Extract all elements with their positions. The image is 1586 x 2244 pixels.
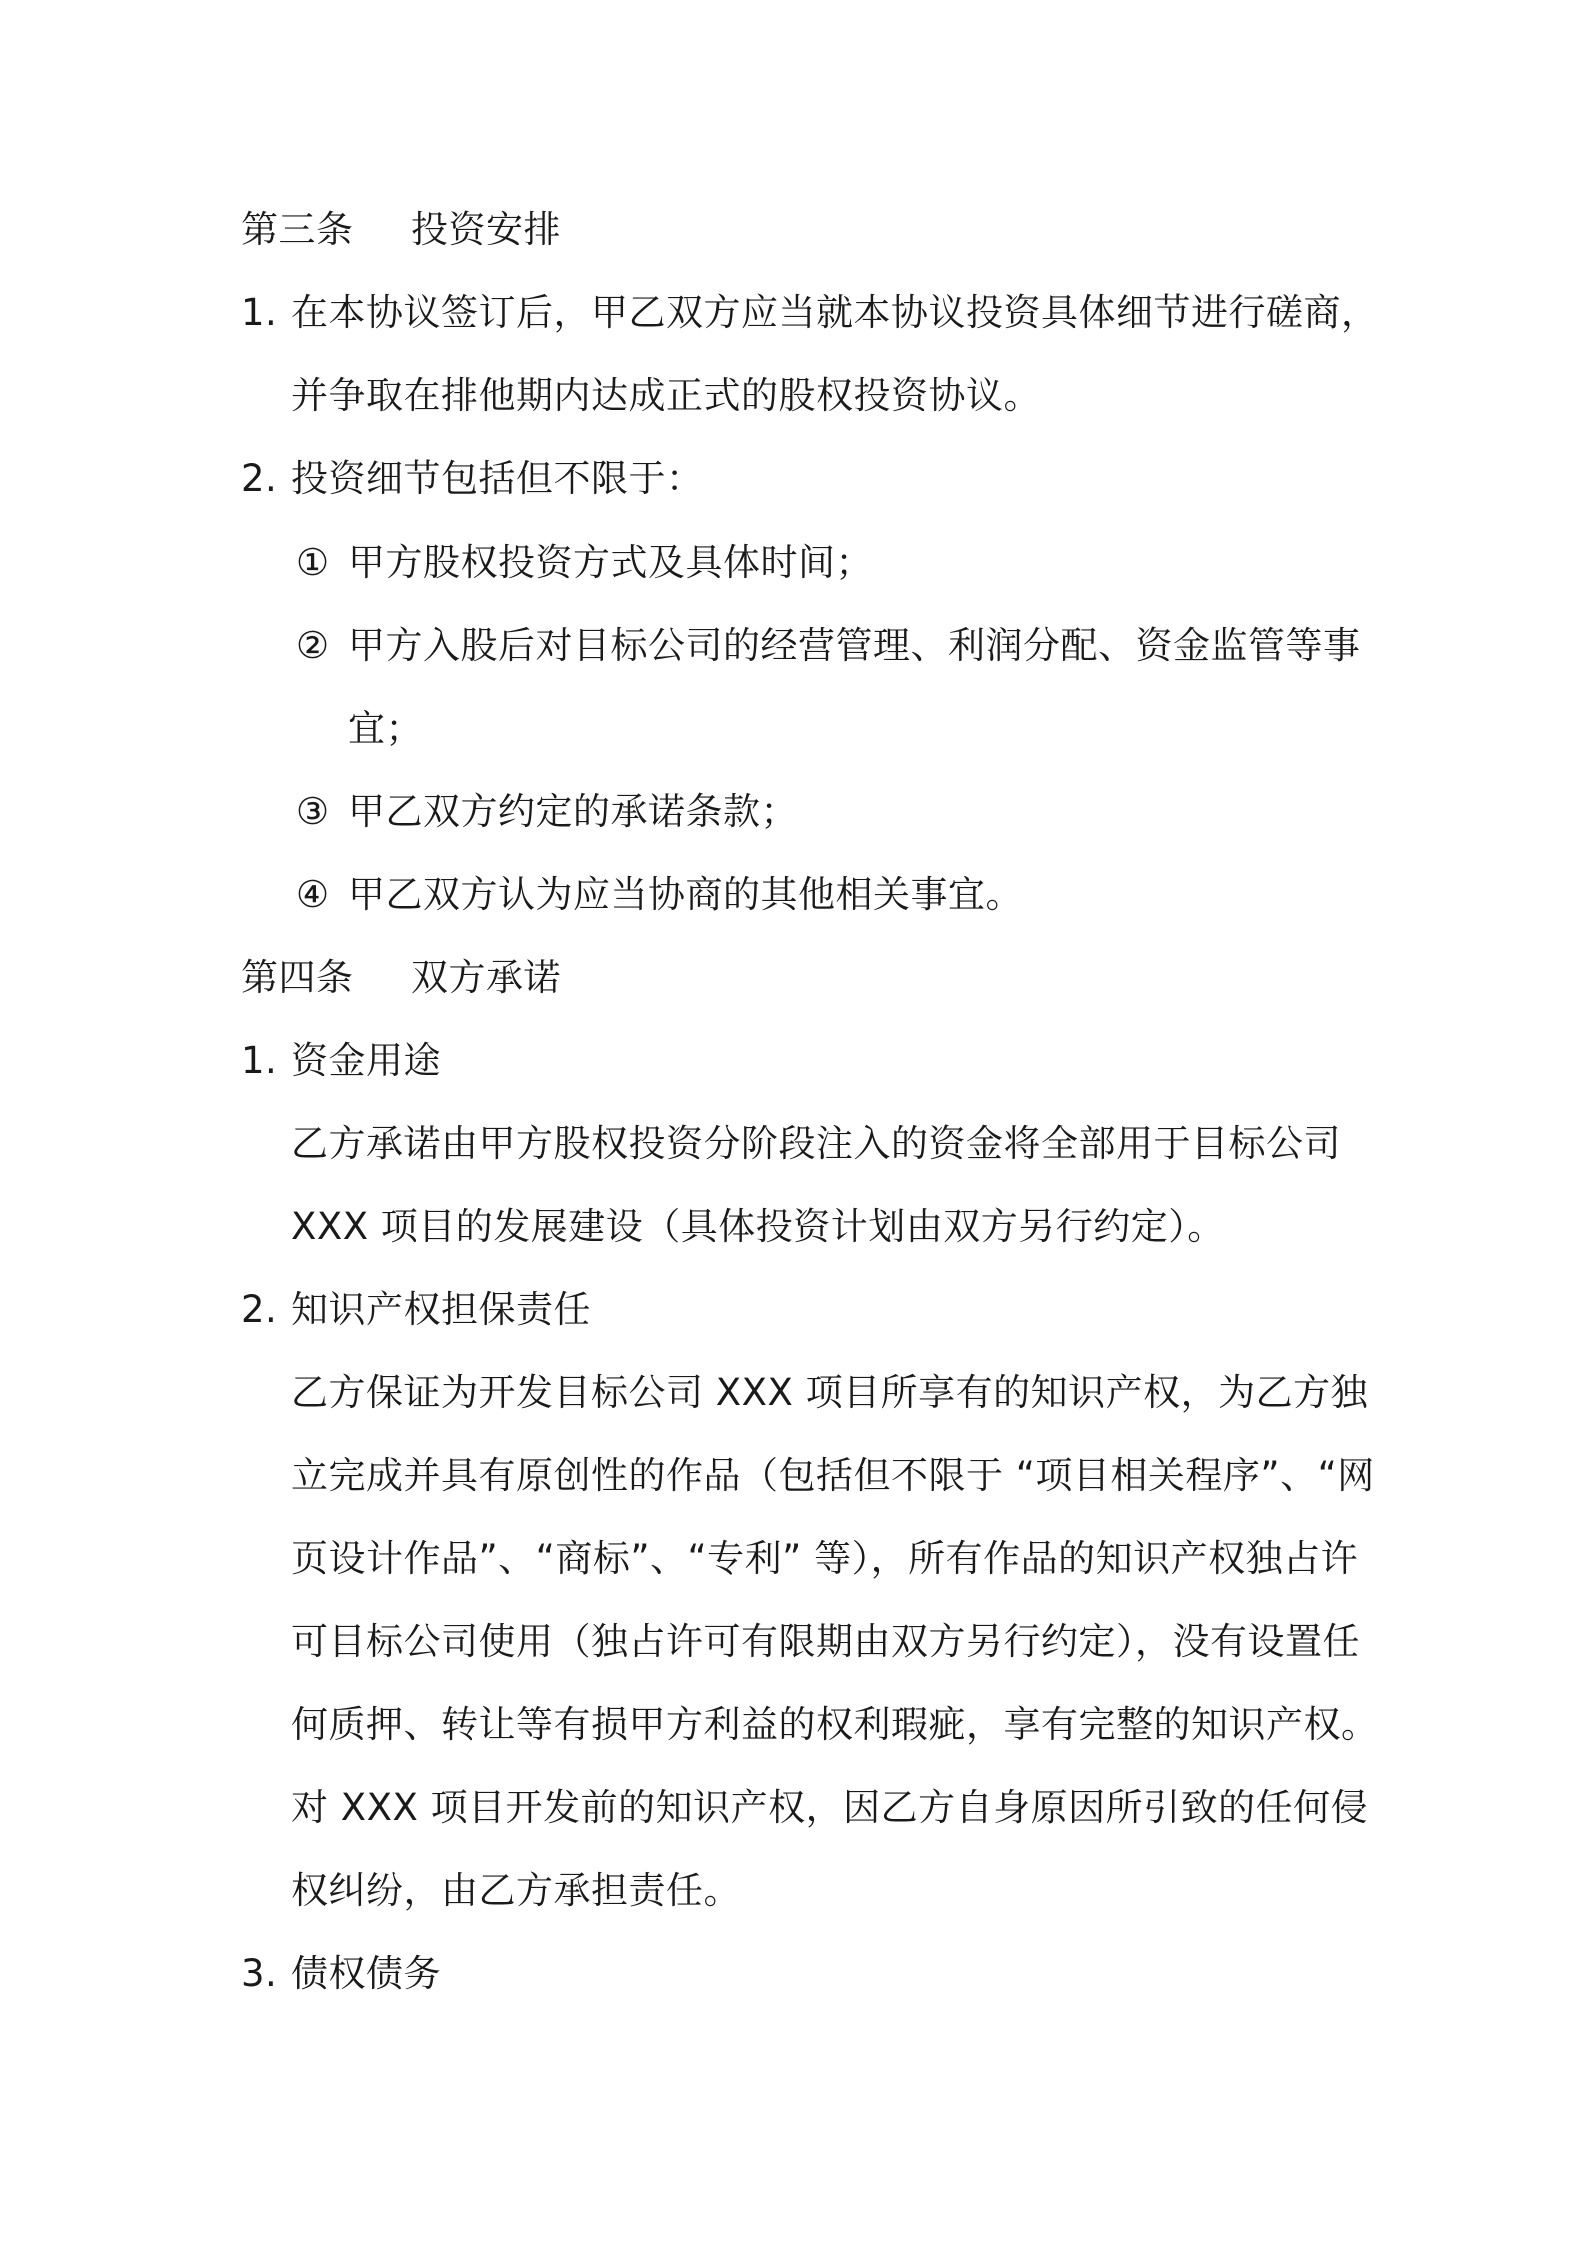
sub-item-1-mark: ①	[296, 541, 330, 584]
sub-item-4-text: 甲乙双方认为应当协商的其他相关事宜。	[348, 873, 1023, 916]
article-3-title: 投资安排	[411, 208, 561, 251]
article-4-item-1-number: 1.	[241, 1039, 278, 1082]
article-4-item-2-line-4: 可目标公司使用（独占许可有限期由双方另行约定），没有设置任	[291, 1620, 1360, 1663]
article-4-item-2-line-2: 立完成并具有原创性的作品（包括但不限于 “项目相关程序”、“网	[291, 1454, 1375, 1497]
article-4-title: 双方承诺	[411, 956, 561, 999]
article-4-item-3-title: 债权债务	[291, 1952, 441, 1995]
article-4-item-1-line-1: 乙方承诺由甲方股权投资分阶段注入的资金将全部用于目标公司	[291, 1122, 1341, 1165]
article-3-number: 第三条	[241, 208, 354, 251]
sub-item-2-line-2: 宜；	[348, 707, 423, 750]
article-4-item-2-line-3: 页设计作品”、“商标”、“专利” 等），所有作品的知识产权独占许	[291, 1537, 1359, 1580]
article-4-number: 第四条	[241, 956, 354, 999]
article-3-item-2-number: 2.	[241, 457, 278, 500]
article-4-item-2-line-5: 何质押、转让等有损甲方利益的权利瑕疵，享有完整的知识产权。	[291, 1703, 1379, 1746]
article-4-item-3-number: 3.	[241, 1952, 278, 1995]
article-4-item-2-line-1: 乙方保证为开发目标公司 XXX 项目所享有的知识产权，为乙方独	[291, 1371, 1369, 1414]
sub-item-2-mark: ②	[296, 624, 330, 667]
article-3-item-1-line-1: 在本协议签订后，甲乙双方应当就本协议投资具体细节进行磋商，	[291, 291, 1379, 334]
sub-item-3-mark: ③	[296, 790, 330, 833]
article-4-heading	[241, 955, 561, 1001]
sub-item-1-text: 甲方股权投资方式及具体时间；	[348, 541, 873, 584]
article-3-item-1-line-2: 并争取在排他期内达成正式的股权投资协议。	[291, 374, 1041, 417]
article-4-item-1-line-2: XXX 项目的发展建设（具体投资计划由双方另行约定）。	[291, 1205, 1225, 1248]
sub-item-2-line-1: 甲方入股后对目标公司的经营管理、利润分配、资金监管等事	[348, 624, 1361, 667]
article-3-item-1-number: 1.	[241, 291, 278, 334]
article-4-item-2-line-6: 对 XXX 项目开发前的知识产权，因乙方自身原因所引致的任何侵	[291, 1786, 1369, 1829]
article-4-item-2-line-7: 权纠纷，由乙方承担责任。	[291, 1869, 741, 1912]
article-3-item-2-text: 投资细节包括但不限于：	[291, 457, 704, 500]
article-4-item-2-title: 知识产权担保责任	[291, 1288, 591, 1331]
article-4-item-2-number: 2.	[241, 1288, 278, 1331]
article-4-item-1-title: 资金用途	[291, 1039, 441, 1082]
sub-item-3-text: 甲乙双方约定的承诺条款；	[348, 790, 798, 833]
sub-item-4-mark: ④	[296, 873, 330, 916]
article-3-heading	[241, 207, 561, 253]
